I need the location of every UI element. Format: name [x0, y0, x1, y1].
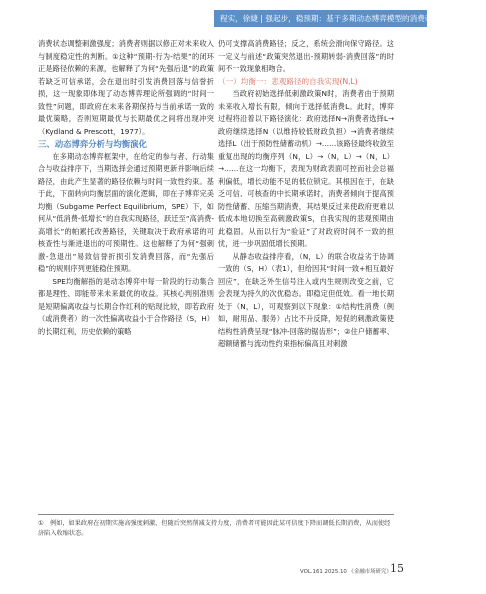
footnote-text: 例如，如果政府在初期实施高强度刺激，但随后突然削减支持力度，消费者可能因此某可信度下降而调低长期消费，从而使经济陷入收缩状态。 — [38, 520, 391, 537]
paragraph: 仍可支撑高消费路径；反之，系统会滑向保守路径。这一定义与前述“政策突然退出-预期转弱-消费回落”的时间不一致现象相吻合。 — [218, 39, 394, 73]
footnote-marker: ① — [38, 520, 44, 527]
paragraph: 当政府初始选择低刺激政策N时，消费者由于预期未来收入增长有限，倾向于选择低消费L。此时，博弈过程将沿着以下路径演化：政府选择N→消费者选择L→政府继续选择N（以维持较低财政负担）→消费者继续选择L（出于预防性储蓄动机）→……该路径最终收敛至重复出现的均衡序列（N，L）→（N，L）→（N，L）→……在这一均衡下，表现为财政表面可控而社会总福利偏低，增长动能不足的低位锁定。其根因在于，在缺乏可信、可核查的中长期承诺时，消费者倾向于提高预防性储蓄、压缩当期消费，其结果反过来使政府更难以低成本地切换至高刺激政策S，自我实现的悲观预期由此稳固。从而以行为“验证”了对政府时间不一致的担忧，进一步巩固低增长预期。 — [218, 89, 394, 248]
footnote-divider — [38, 514, 394, 515]
left-column — [38, 38, 214, 338]
journal-info: VOL.161 2025.10 《金融市场研究》 — [300, 569, 392, 575]
running-title: 程实，徐婕 | 强起步，稳预期：基于多期动态博弈模型的消费刺激与财政可持续 — [220, 14, 486, 23]
paragraph: 从静态收益排序看，（N，L）的联合收益劣于协调一致的（S，H）（表1），但给因其“时间一致+相互最好回应”，在缺乏外生信号注入或内生规则改变之前，它会表现为持久的次优稳态。即稳定但低效。看一地长期处于（N，L），可观察到以下现象：①结构性消费（例如，耐用品、服务）占比不升反降，短促的刺激政策使结构性消费呈现“脉冲-回落的锯齿形”；②住户储蓄率、超额储蓄与流动性约束指标偏高且对刺激 — [218, 251, 394, 348]
paragraph: 消费状态调整刺激强度；消费者则据以修正对未来收入与制度稳定性的判断。①这种“预期-行为-结果”的闭环正是路径依赖的来源，也解释了为何“先强后退”的政策若缺乏可信承诺，会在退出时引发消费回落与信誉折损，这一现象即体现了动态博弈理论所强调的“时间一致性”问题，即政府在未来各期保持与当前承诺一致的最优策略，否则短期最优与长期最优之间将出现冲突（Kydland & Prescott，1977）。 — [38, 39, 214, 136]
footnote — [38, 519, 394, 539]
page-number: 15 — [390, 562, 404, 575]
paragraph: SPE均衡解指的是动态博弈中每一阶段的行动集合都是理性、即能带来未来最优的收益。其核心判别准则是短期偏离收益与长期合作红利的贴现比较，即若政府（或消费者）的一次性偏离收益小于合作路径（S，H）的长期红利，历史依赖的策略 — [38, 276, 214, 336]
subsection-title: （一）均衡一：悲观路径的自我实现(N,L) — [218, 76, 358, 86]
paragraph: 在多期动态博弈框架中，在给定的参与者、行动集合与收益排序下，当期选择会通过预期更新并影响后续路径，由此产生显著的路径依赖与时间一致性约束。基于此，下面转向均衡层面的演化逻辑，即在子博弈完美均衡（Subgame Perfect Equilibrium，SPE）下，如何从“低消费-低增长”的自我实现路径，跃迁至“高消费-高增长”的帕累托改善路径，关键取决于政府承诺的可核查性与渐进退出的可预期性。这也解释了为何“强刺激-急退出”易致信誉折损引发消费回落，而“先强后稳”的规则序列更能稳住预期。 — [38, 151, 214, 273]
running-header — [214, 10, 486, 27]
section-title: 三、动态博弈分析与均衡演化 — [38, 139, 147, 149]
right-column — [218, 38, 394, 351]
